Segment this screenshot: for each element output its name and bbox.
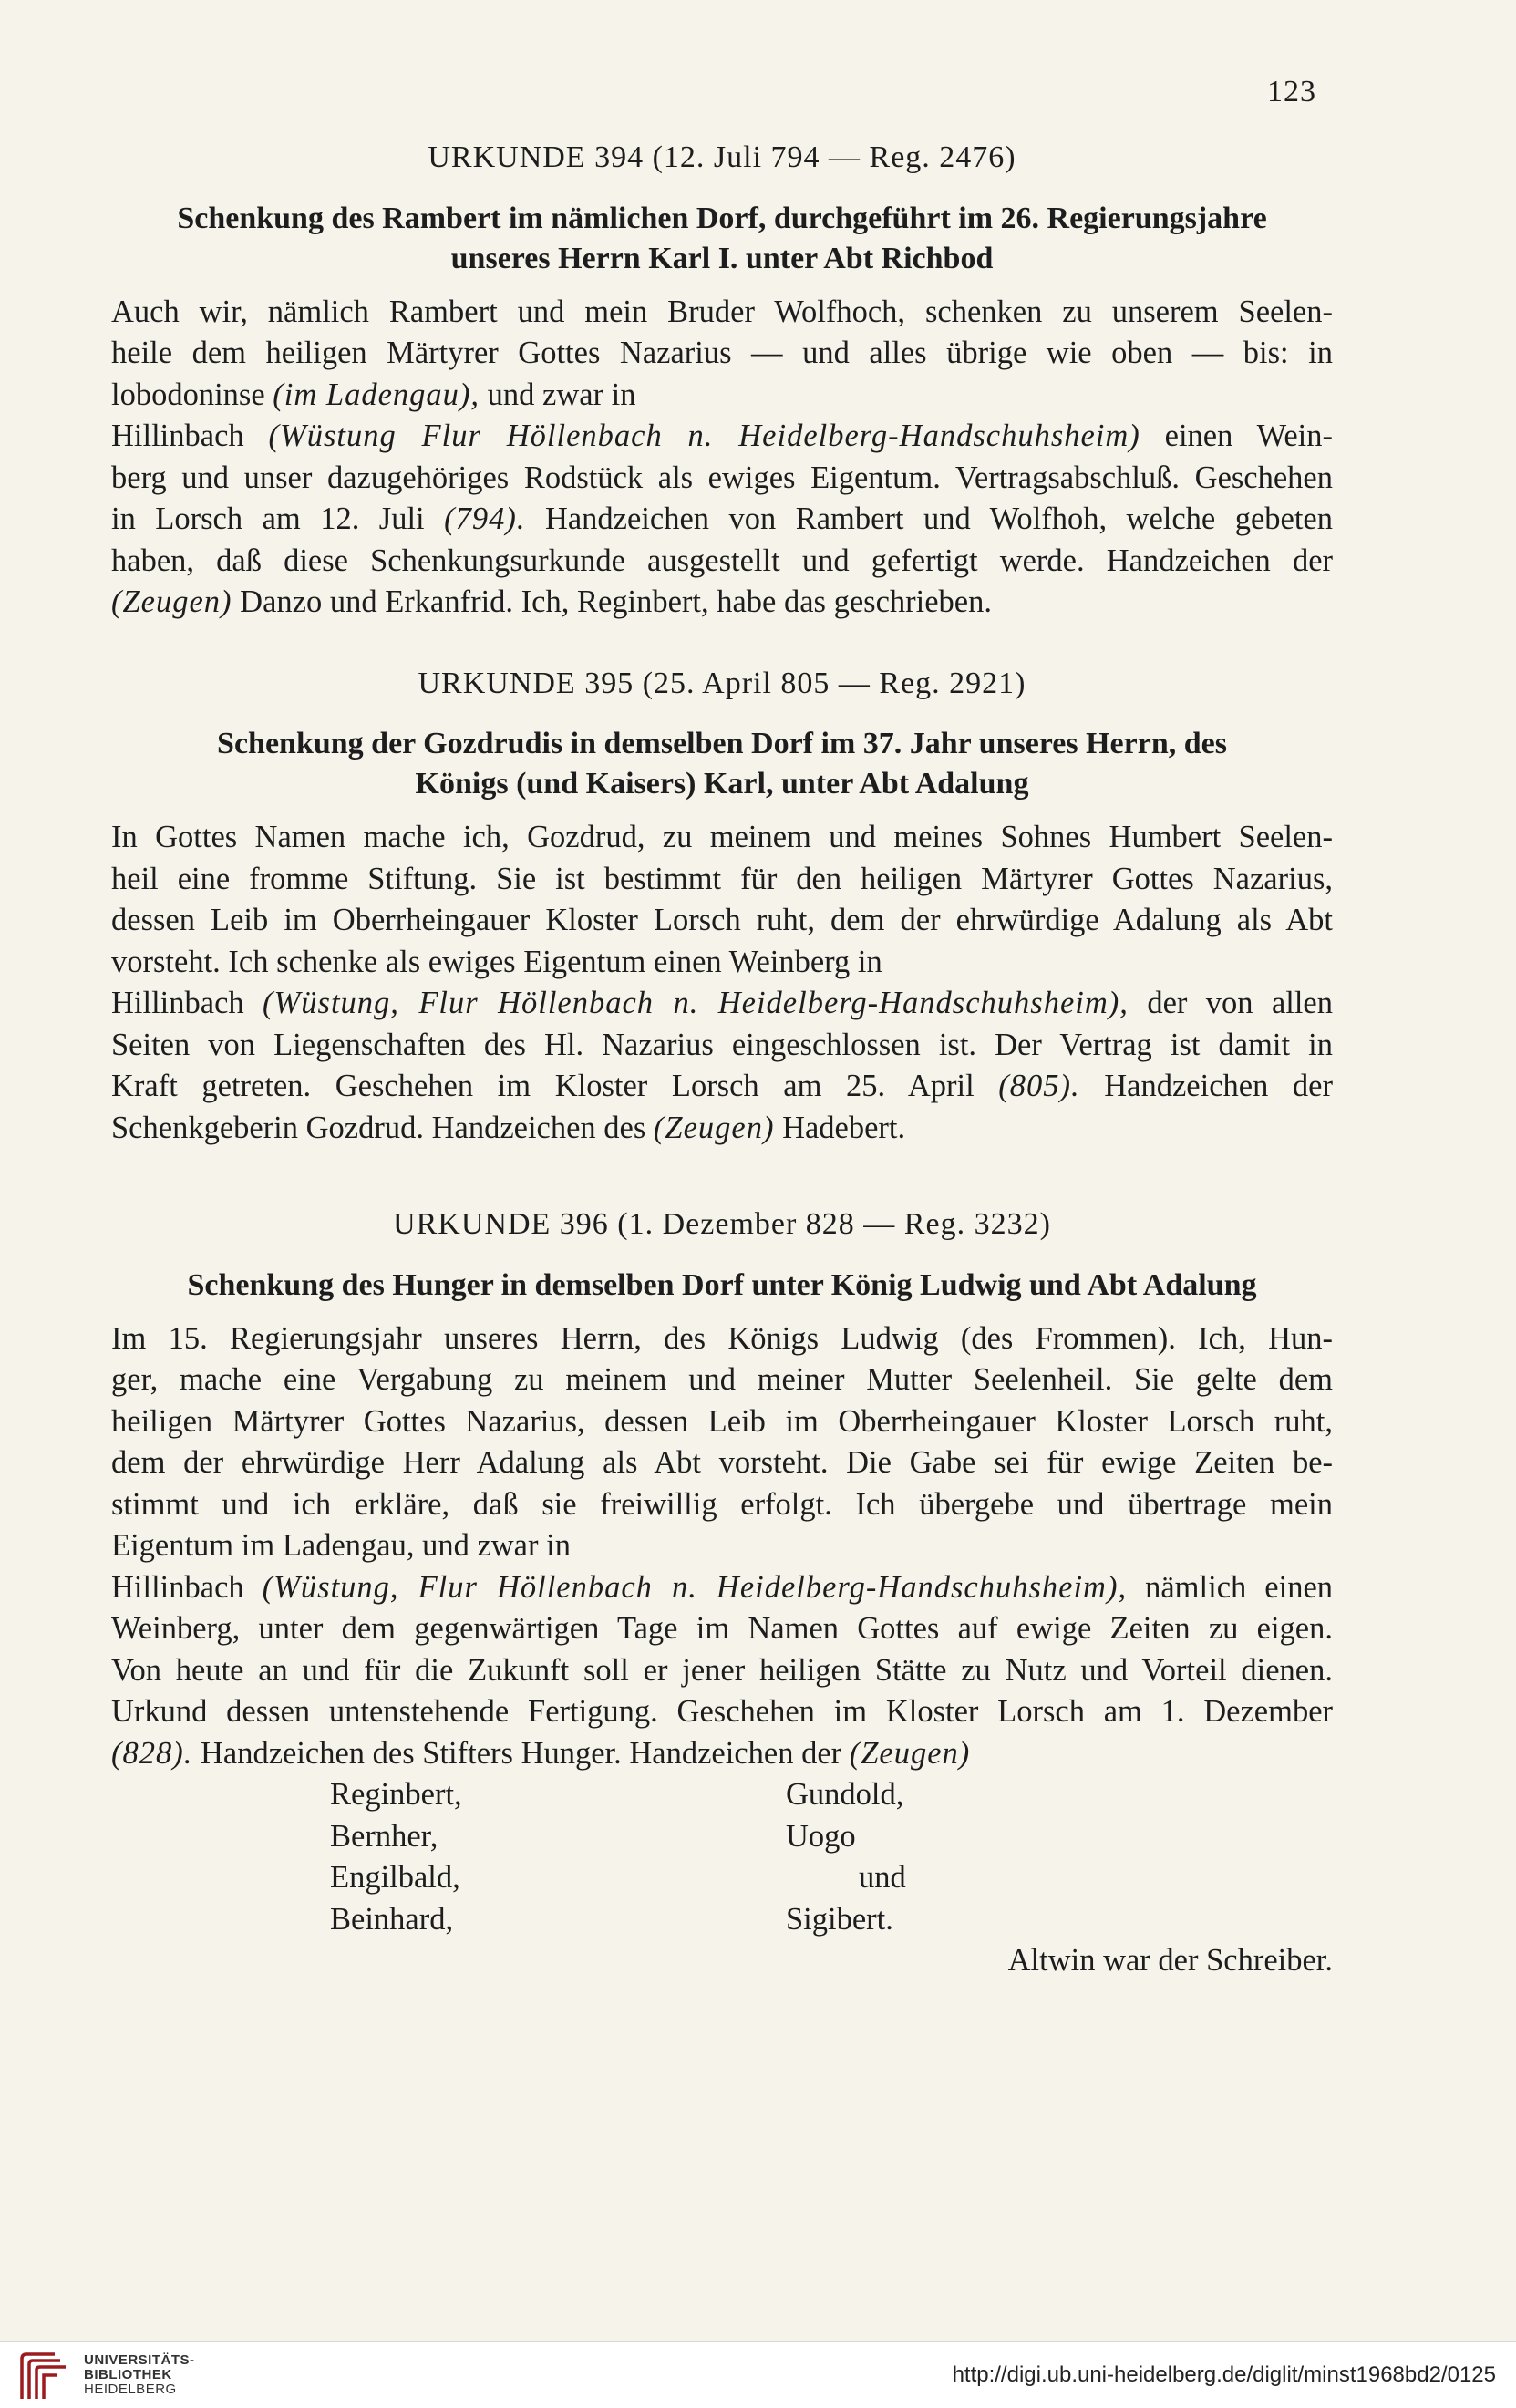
witness-list — [111, 1774, 1333, 1940]
italic-annotation: (Zeugen) — [111, 584, 232, 619]
scribe-note: Altwin war der Schreiber. — [1007, 1943, 1333, 1978]
text-line: Seiten von Liegenschaften des Hl. Nazarius eingeschlossen ist. Der Vertrag ist damit in — [111, 1027, 1333, 1062]
text-fragment: Handzeichen des Stifters Hunger. Handzeichen der — [192, 1735, 850, 1771]
text-fragment: lobodoninse — [111, 377, 273, 412]
text-line: heil eine fromme Stiftung. Sie ist bestimmt für den heiligen Märtyrer Gottes Nazarius, — [111, 861, 1333, 896]
text-fragment: einen Wein- — [1140, 419, 1333, 453]
text-fragment: der von allen — [1128, 986, 1333, 1020]
library-name — [84, 2353, 195, 2397]
charter-396 — [111, 1204, 1333, 1982]
library-name-line: BIBLIOTHEK — [84, 2367, 172, 2382]
witness-conjunction: und — [859, 1860, 906, 1895]
charter-title-line: Schenkung des Rambert im nämlichen Dorf, durchgeführt im 26. Regierungsjahre — [177, 201, 1267, 235]
text-line: Von heute an und für die Zukunft soll er jener heiligen Stätte zu Nutz und Vorteil dienen. — [111, 1652, 1333, 1688]
library-logo-icon[interactable] — [18, 2351, 71, 2401]
text-line — [111, 1567, 1333, 1609]
text-line: berg und unser dazugehöriges Rodstück als ewiges Eigentum. Vertragsabschluß. Geschehen — [111, 460, 1333, 495]
text-fragment: Kraft getreten. Geschehen im Kloster Lorsch am 25. April — [111, 1069, 999, 1103]
library-name-line: HEIDELBERG — [84, 2382, 177, 2397]
text-fragment: Hillinbach — [111, 1569, 263, 1605]
footer-bar — [0, 2341, 1516, 2408]
witness-name: Bernher, — [330, 1818, 438, 1854]
charter-heading: URKUNDE 395 (25. April 805 — Reg. 2921) — [418, 666, 1026, 700]
italic-annotation: (Wüstung, Flur Höllenbach n. Heidelberg-Handschuhsheim), — [262, 1569, 1128, 1605]
witness-name: Reginbert, — [330, 1777, 462, 1812]
text-fragment: nämlich einen — [1127, 1569, 1334, 1605]
text-line: vorsteht. Ich schenke als ewiges Eigentum einen Weinberg in — [111, 944, 882, 979]
charter-title-line: Schenkung des Hunger in demselben Dorf unter König Ludwig und Abt Adalung — [187, 1267, 1257, 1302]
text-line — [111, 416, 1333, 458]
text-line: dessen Leib im Oberrheingauer Kloster Lorsch ruht, dem der ehrwürdige Adalung als Abt — [111, 903, 1333, 937]
italic-annotation: (805). — [998, 1069, 1080, 1103]
witness-name: Gundold, — [786, 1777, 904, 1812]
witness-name: Sigibert. — [786, 1901, 893, 1937]
text-line — [111, 582, 1333, 624]
text-line: Weinberg, unter dem gegenwärtigen Tage im Namen Gottes auf ewige Zeiten zu eigen. — [111, 1611, 1333, 1646]
text-line: In Gottes Namen mache ich, Gozdrud, zu meinem und meines Sohnes Humbert Seelen- — [111, 820, 1333, 854]
charter-paragraph — [111, 1567, 1333, 1775]
text-line — [111, 983, 1333, 1025]
charter-heading: URKUNDE 394 (12. Juli 794 — Reg. 2476) — [428, 140, 1016, 174]
witness-name: Beinhard, — [330, 1901, 454, 1937]
charter-paragraph — [111, 817, 1333, 983]
italic-annotation: (im Ladengau), — [273, 377, 480, 412]
page-number: 123 — [1267, 75, 1316, 109]
text-fragment: Schenkgeberin Gozdrud. Handzeichen des — [111, 1110, 654, 1145]
text-line — [111, 1066, 1333, 1108]
witness-name: Uogo — [786, 1818, 856, 1854]
charter-394 — [111, 137, 1333, 624]
page-content — [111, 137, 1333, 1982]
text-line: heiligen Märtyrer Gottes Nazarius, dessen Leib im Oberrheingauer Kloster Lorsch ruht, — [111, 1403, 1333, 1439]
text-fragment: Danzo und Erkanfrid. Ich, Reginbert, habe das geschrieben. — [232, 584, 992, 619]
text-fragment: in Lorsch am 12. Juli — [111, 501, 445, 536]
charter-paragraph — [111, 983, 1333, 1149]
text-fragment: Handzeichen der — [1079, 1069, 1333, 1103]
charter-heading: URKUNDE 396 (1. Dezember 828 — Reg. 3232) — [393, 1207, 1051, 1241]
text-line: Urkund dessen untenstehende Fertigung. Geschehen im Kloster Lorsch am 1. Dezember — [111, 1694, 1333, 1729]
text-line: heile dem heiligen Märtyrer Gottes Nazarius — und alles übrige wie oben — bis: in — [111, 336, 1333, 370]
charter-paragraph — [111, 416, 1333, 624]
italic-annotation: (Zeugen) — [849, 1735, 971, 1771]
text-fragment: und zwar in — [480, 377, 636, 412]
text-fragment: Hillinbach — [111, 986, 263, 1020]
library-name-line: UNIVERSITÄTS- — [84, 2352, 195, 2368]
charter-paragraph — [111, 1318, 1333, 1567]
italic-annotation: (Wüstung Flur Höllenbach n. Heidelberg-Handschuhsheim) — [268, 419, 1140, 453]
text-line: dem der ehrwürdige Herr Adalung als Abt vorsteht. Die Gabe sei für ewige Zeiten be- — [111, 1445, 1333, 1480]
text-line — [111, 499, 1333, 541]
charter-title-line: Schenkung der Gozdrudis in demselben Dorf im 37. Jahr unseres Herrn, des — [217, 727, 1227, 760]
charter-title-line: unseres Herrn Karl I. unter Abt Richbod — [450, 241, 994, 275]
text-line: Eigentum im Ladengau, und zwar in — [111, 1528, 571, 1563]
italic-annotation: (Wüstung, Flur Höllenbach n. Heidelberg-Handschuhsheim), — [263, 986, 1129, 1020]
charter-title — [111, 199, 1333, 279]
text-fragment: Hillinbach — [111, 419, 269, 453]
charter-paragraph — [111, 292, 1333, 417]
charter-title — [111, 724, 1333, 804]
source-url-link[interactable]: http://digi.ub.uni-heidelberg.de/diglit/minst1968bd2/0125 — [952, 2362, 1496, 2387]
witness-name: Engilbald, — [330, 1860, 460, 1895]
text-line — [111, 1108, 1333, 1150]
italic-annotation: (828). — [111, 1735, 193, 1771]
charter-title-line: Königs (und Kaisers) Karl, unter Abt Adalung — [415, 767, 1029, 801]
text-fragment: Handzeichen von Rambert und Wolfhoh, welche gebeten — [525, 501, 1333, 536]
text-line: ger, mache eine Vergabung zu meinem und meiner Mutter Seelenheil. Sie gelte dem — [111, 1362, 1333, 1397]
text-line: Im 15. Regierungsjahr unseres Herrn, des Königs Ludwig (des Frommen). Ich, Hun- — [111, 1320, 1333, 1356]
text-line: stimmt und ich erkläre, daß sie freiwillig erfolgt. Ich übergebe und übertrage mein — [111, 1486, 1333, 1522]
italic-annotation: (794). — [444, 501, 526, 536]
charter-title — [111, 1266, 1333, 1306]
text-fragment: Hadebert. — [774, 1110, 906, 1145]
text-line: Auch wir, nämlich Rambert und mein Bruder Wolfhoch, schenken zu unserem Seelen- — [111, 294, 1333, 329]
text-line: haben, daß diese Schenkungsurkunde ausgestellt und gefertigt werde. Handzeichen der — [111, 543, 1333, 578]
text-line — [111, 1733, 1333, 1775]
italic-annotation: (Zeugen) — [653, 1110, 775, 1145]
charter-395 — [111, 663, 1333, 1150]
text-line — [111, 375, 1333, 417]
